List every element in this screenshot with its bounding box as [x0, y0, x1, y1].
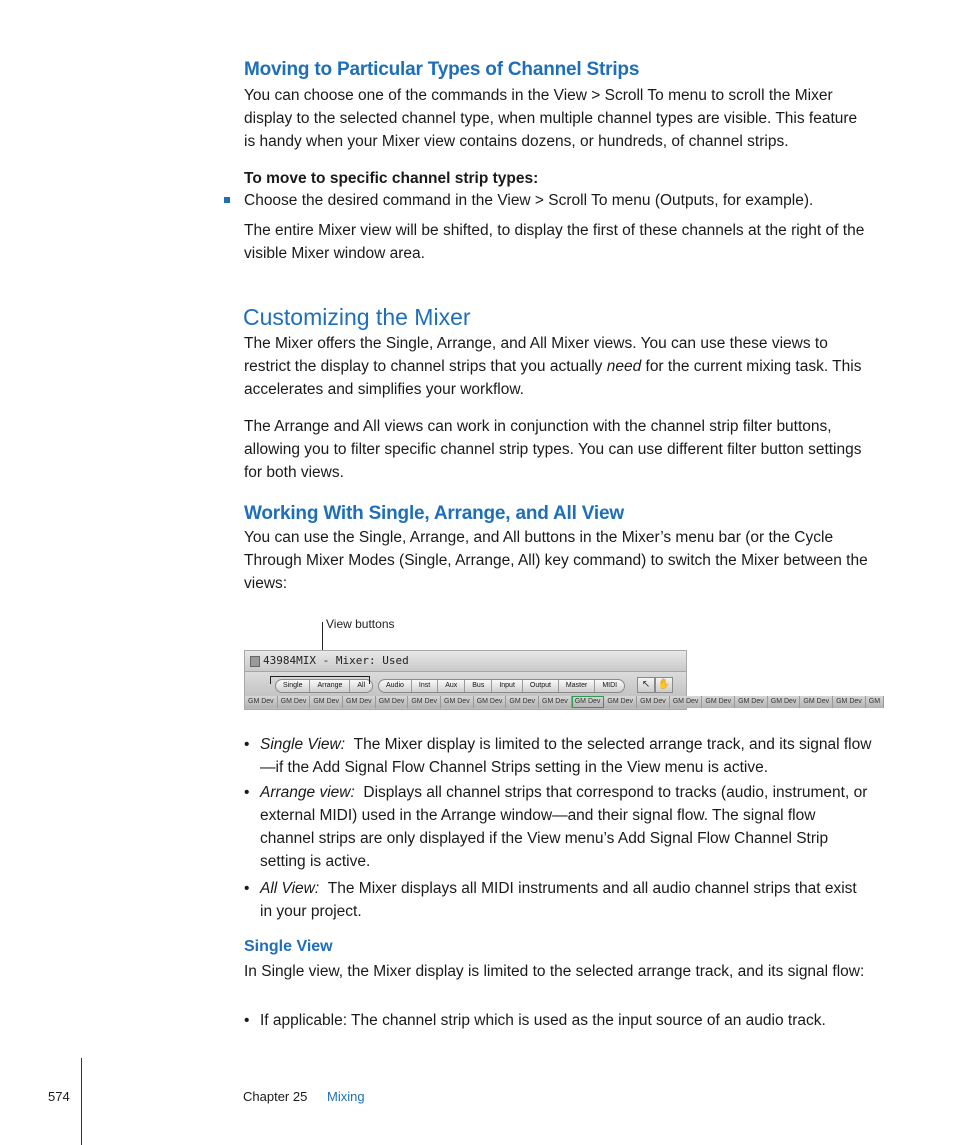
arrange-view-button[interactable]: Arrange	[310, 680, 350, 692]
channel-strip[interactable]: GM Dev	[245, 696, 278, 708]
channel-strip[interactable]: GM Dev	[474, 696, 507, 708]
paragraph: The entire Mixer view will be shifted, to display the first of these channels at the right of the visible Mixer window area.	[244, 222, 865, 262]
filter-input-button[interactable]: Input	[492, 680, 523, 692]
filter-midi-button[interactable]: MIDI	[602, 682, 618, 689]
section-heading-customizing-mixer: Customizing the Mixer	[243, 304, 471, 330]
task-label: To move to specific channel strip types:	[244, 170, 539, 187]
filter-aux-button[interactable]: Aux	[438, 680, 465, 692]
all-view-button[interactable]: All	[357, 682, 366, 689]
definition: The Mixer display is limited to the selected arrange track, and its signal flow—if the Add Signal Flow Channel Strips setting in the View menu is active.	[260, 736, 872, 776]
paragraph: You can choose one of the commands in the View > Scroll To menu to scroll the Mixer display to the selected channel type, when multiple channel types are visible. This feature is handy when your Mixer view contains dozens, or hundreds, of channel strips.	[244, 87, 858, 150]
list-item: If applicable: The channel strip which is used as the input source of an audio track.	[260, 1012, 826, 1029]
definition: Displays all channel strips that correspond to tracks (audio, instrument, or external MIDI) used in the Arrange window—and their signal flow. The signal flow channel strips are only displayed if the View menu’s Add Signal Flow Channel Strip setting is active.	[260, 784, 868, 870]
channel-strip[interactable]: GM Dev	[343, 696, 376, 708]
paragraph: In Single view, the Mixer display is limited to the selected arrange track, and its signal flow:	[244, 963, 865, 980]
pointer-tool-icon[interactable]: ↖	[637, 677, 655, 693]
hand-tool-icon[interactable]: ✋	[655, 677, 673, 693]
channel-strips-row	[245, 696, 881, 709]
channel-strip[interactable]: GM Dev	[702, 696, 735, 708]
footer-divider	[81, 1058, 82, 1145]
section-heading-working-with-views: Working With Single, Arrange, and All View	[244, 503, 624, 524]
channel-strip[interactable]: GM Dev	[637, 696, 670, 708]
term: Single View:	[260, 736, 346, 753]
term: Arrange view:	[260, 784, 355, 801]
channel-strip[interactable]: GM Dev	[506, 696, 539, 708]
subheading-single-view: Single View	[244, 938, 333, 955]
channel-strip[interactable]: GM Dev	[278, 696, 311, 708]
footer-section: Mixing	[327, 1089, 365, 1104]
footer-chapter: Chapter 25	[243, 1089, 308, 1104]
channel-strip[interactable]: GM Dev	[572, 696, 605, 708]
text-run: for the current mixing task. This accelerates and simplifies your workflow.	[244, 358, 862, 398]
emphasis-text: need	[606, 358, 642, 375]
bullet-dot: •	[244, 736, 250, 753]
window-titlebar	[245, 651, 686, 672]
single-view-button[interactable]: Single	[276, 680, 310, 692]
list-item-arrange-view	[260, 781, 872, 873]
task-step: Choose the desired command in the View > Scroll To menu (Outputs, for example).	[244, 192, 814, 209]
filter-output-button[interactable]: Output	[523, 680, 559, 692]
definition: The Mixer displays all MIDI instruments and all audio channel strips that exist in your project.	[260, 880, 857, 920]
filter-buttons-group	[378, 679, 625, 693]
document-icon	[250, 656, 260, 667]
list-item-all-view	[260, 877, 872, 923]
channel-strip[interactable]: GM Dev	[376, 696, 409, 708]
term: All View:	[260, 880, 320, 897]
channel-strip[interactable]: GM Dev	[768, 696, 801, 708]
channel-strip[interactable]: GM Dev	[670, 696, 703, 708]
callout-bracket	[270, 676, 370, 684]
text-run: The Mixer offers the Single, Arrange, and All Mixer views. You can use these views to restrict the display to channel strips that you actually	[244, 335, 828, 375]
paragraph: You can use the Single, Arrange, and All buttons in the Mixer’s menu bar (or the Cycle Through Mixer Modes (Single, Arrange, All) key command) to switch the Mixer between the views:	[244, 529, 868, 592]
filter-inst-button[interactable]: Inst	[412, 680, 438, 692]
filter-bus-button[interactable]: Bus	[465, 680, 492, 692]
channel-strip[interactable]: GM Dev	[310, 696, 343, 708]
filter-audio-button[interactable]: Audio	[379, 680, 412, 692]
channel-strip[interactable]: GM Dev	[539, 696, 572, 708]
bullet-dot: •	[244, 784, 250, 801]
channel-strip[interactable]: GM Dev	[735, 696, 768, 708]
page-number: 574	[48, 1089, 70, 1104]
channel-strip[interactable]: GM Dev	[604, 696, 637, 708]
section-heading-channel-strip-types: Moving to Particular Types of Channel Strips	[244, 59, 640, 80]
filter-master-button[interactable]: Master	[559, 680, 595, 692]
channel-strip[interactable]: GM Dev	[408, 696, 441, 708]
bullet-square-icon	[224, 197, 230, 203]
bullet-dot: •	[244, 880, 250, 897]
callout-label: View buttons	[326, 617, 395, 631]
channel-strip[interactable]: GM Dev	[800, 696, 833, 708]
channel-strip[interactable]: GM Dev	[441, 696, 474, 708]
bullet-dot: •	[244, 1012, 250, 1029]
paragraph	[244, 332, 872, 401]
paragraph: The Arrange and All views can work in conjunction with the channel strip filter buttons, allowing you to filter specific channel strip types. You can use different filter button settings for both views.	[244, 418, 862, 481]
channel-strip[interactable]: GM Dev	[833, 696, 866, 708]
channel-strip[interactable]: GM	[866, 696, 884, 708]
list-item-single-view	[260, 733, 872, 779]
window-title: 43984MIX - Mixer: Used	[263, 654, 409, 667]
